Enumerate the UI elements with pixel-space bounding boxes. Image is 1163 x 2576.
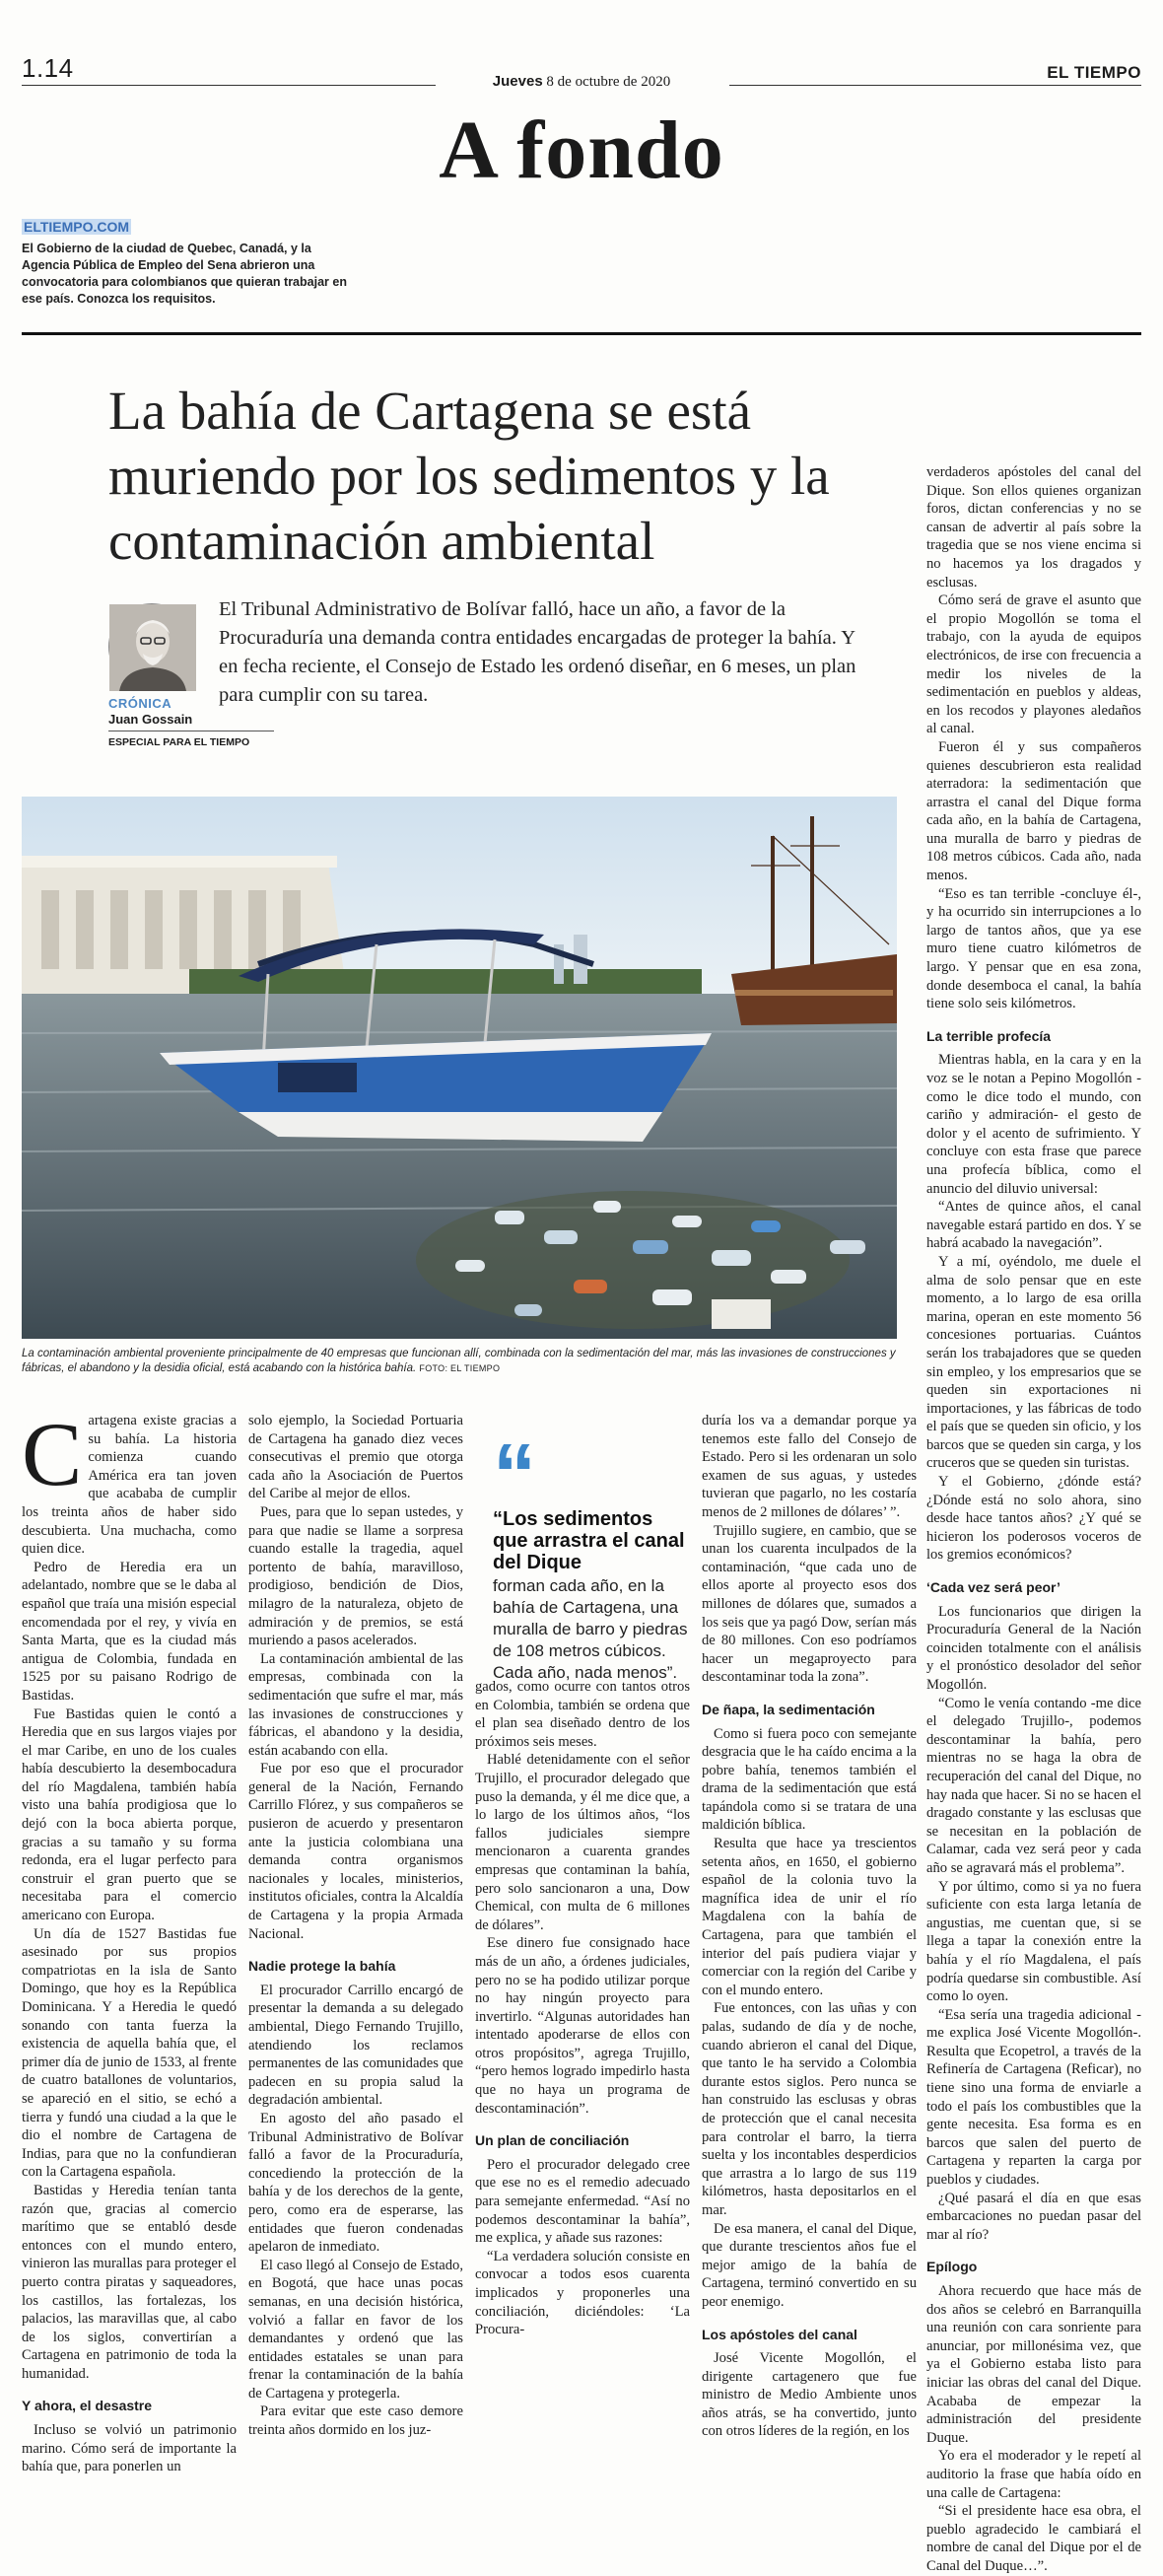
- paragraph: En agosto del año pasado el Tribunal Administrativo de Bolívar falló a favor de la Procuraduría, concediendo la protección de la bahía y de los derechos de la gente, pero, como era de esperarse, las entidades que fueron condenadas apelaron de inmediato.: [248, 2110, 463, 2256]
- paragraph: Pero el procurador delegado cree que ese no es el remedio adecuado para semejante enfermedad. “Así no podemos descontaminar la bahía”, me explica, y añade sus razones:: [475, 2156, 690, 2247]
- dropcap: C: [22, 1404, 83, 1504]
- date-day: Jueves: [492, 73, 543, 90]
- subhead: ‘Cada vez será peor’: [926, 1579, 1060, 1596]
- photo-caption: [22, 1347, 897, 1376]
- paragraph: De esa manera, el canal del Dique, que durante trescientos años fue el mejor amigo de la bahía de Cartagena, terminó convertido en su peor enemigo.: [702, 2220, 917, 2310]
- article-photo: [22, 797, 897, 1339]
- paragraph: “Como le venía contando -me dice el delegado Trujillo-, podemos descontaminar la bahía, pero mientras no se haga la obra de recuperación del canal del Dique, no hay nada que hacer. Si no se hacen el dragado constante y las esclusas que se necesitan en la población de Calamar, cada vez será peor y cada año se agravará más el problema”.: [926, 1695, 1141, 1876]
- paragraph: Resulta que hace ya trescientos setenta años, en 1650, el gobierno español de la colonia tuvo la magnífica idea de unir el río Magdalena con la bahía de Cartagena, para que también el interior del país pudiera viajar y comerciar con la región del Caribe y con el mundo entero.: [702, 1836, 917, 1998]
- pullquote-head: “Los sedimentos que arrastra el canal del Dique: [493, 1508, 685, 1573]
- article-lead: El Tribunal Administrativo de Bolívar falló, hace un año, a favor de la Procuraduría una demanda contra entidades encargadas de proteger la bahía. Y en fecha reciente, el Consejo de Estado les ordenó diseñar, en 6 meses, un plan para cumplir con su tarea.: [219, 598, 856, 706]
- promo-link[interactable]: ELTIEMPO.COM: [24, 219, 130, 235]
- paragraph: Pedro de Heredia era un adelantado, nombre que se le daba al español que traía una misión especial encomendada por el rey, y vivía en Santa Marta, que es la ciudad más antigua de Colombia, fundada en 1525 por su paisano Rodrigo de Bastidas.: [22, 1559, 237, 1704]
- pullquote: [493, 1426, 690, 1684]
- body-column-1: [22, 1404, 237, 2476]
- paragraph: gados, como ocurre con tantos otros en Colombia, también se ordena que el plan sea diseñado dentro de los próximos seis meses.: [475, 1679, 690, 1750]
- boat-bay-photo-icon: [22, 797, 897, 1339]
- paragraph: “Antes de quince años, el canal navegable estará partido en dos. Y se habrá acabado la navegación”.: [926, 1199, 1141, 1252]
- paragraph: Hablé detenidamente con el señor Trujillo, el procurador delegado que puso la demanda, y él me dice que, a lo largo de los últimos años, “los fallos judiciales siempre mencionaron a cuarenta grandes empresas que contaminan la bahía, pero solo sancionaron a una, Dow Chemical, con multa de 6 millones de dólares”.: [475, 1752, 690, 1933]
- quote-mark-icon: “: [493, 1426, 536, 1523]
- paragraph: solo ejemplo, la Sociedad Portuaria de Cartagena ha ganado diez veces consecutivas el premio que otorga cada año la Asociación de Puertos del Caribe al mejor de ellos.: [248, 1413, 463, 1502]
- paragraph: José Vicente Mogollón, el dirigente cartagenero que fue ministro de Medio Ambiente unos años atrás, se ha convertido, junto con otros líderes de la región, en los: [702, 2350, 917, 2440]
- subhead: La terrible profecía: [926, 1027, 1052, 1044]
- paragraph: Ese dinero fue consignado hace más de un año, a órdenes judiciales, pero no se ha podido utilizar porque no hay ningún proyecto para invertirlo. “Algunas autoridades han intentado apoderarse de ellos con otros propósitos”, agrega Trujillo, “pero hemos logrado impedirlo hasta que no haya un programa de descontaminación”.: [475, 1935, 690, 2117]
- paragraph: Trujillo sugiere, en cambio, que se unan los cuarenta inculpados de la contaminación, “que cada uno de ellos aporte al proyecto esos dos millones de dólares que, sumados a los seis que ya pagó Dow, serían más de 80 millones. Con eso podríamos hacer un megaproyecto para descontaminar toda la zona”.: [702, 1522, 917, 1686]
- body-column-2: [248, 1412, 463, 2440]
- paragraph: Cómo será de grave el asunto que el propio Mogollón se toma el trabajo, con la ayuda de equipos electrónicos, de irse con frecuencia a medir los niveles de la sedimentación en pueblos y aldeas, en los recodos y playones aledaños al canal.: [926, 592, 1141, 737]
- author-portrait-icon: [109, 604, 196, 691]
- subhead: Nadie protege la bahía: [248, 1958, 396, 1975]
- masthead: EL TIEMPO: [1047, 63, 1141, 82]
- paragraph: Y por último, como si ya no fuera suficiente con esta larga letanía de angustias, me cuentan que, si se llega a tapar la conexión entre la bahía y el río Magdalena, el país podría quedarse sin combustible. Así como lo oyen.: [926, 1878, 1141, 2005]
- body-column-5: [926, 463, 1141, 2576]
- paragraph: “Eso es tan terrible -concluye él-, y ha ocurrido sin interrupciones a lo largo de tantos años, que ya ese muro tiene cuatro kilómetros de largo. Y pensar que en esa zona, donde desemboca el canal, la bahía tiene solo seis kilómetros.: [926, 885, 1141, 1012]
- paragraph: Incluso se volvió un patrimonio marino. Cómo será de importante la bahía que, para ponerlen un: [22, 2422, 237, 2475]
- paragraph: Ahora recuerdo que hace más de dos años se celebró en Barranquilla una reunión con cara sonriente para anunciar, por millonésima vez, que ya el Gobierno estaba listo para iniciar las obras del canal del Dique. Acababa de empezar la administración del presidente Duque.: [926, 2283, 1141, 2446]
- paragraph: Fue Bastidas quien le contó a Heredia que en sus largos viajes por el mar Caribe, en uno de los cuales había descubierto la desembocadura del río Magdalena, también había visto una bahía prodigiosa que lo dejó con la boca abierta porque, gracias a su tamaño y su forma redonda, era el lugar perfecto para construir el gran puerto que se necesitaba para el comercio americano con Europa.: [22, 1706, 237, 1924]
- paragraph: Pues, para que lo sepan ustedes, y para que nadie se llame a sorpresa cuando estalle la tragedia, aquel portento de bahía, maravilloso, prodigioso, bendición de Dios, milagro de la naturaleza, objeto de admiración y de premios, se está muriendo a pasos acelerados.: [248, 1503, 463, 1649]
- subhead: De ñapa, la sedimentación: [702, 1701, 875, 1717]
- paragraph: Fue por eso que el procurador general de la Nación, Fernando Carrillo Flórez, y sus compañeros se pusieron de acuerdo y presentaron ante la justicia colombiana una demanda contra organismos nacionales y locales, ministerios, institutos oficiales, contra la Alcaldía de Cartagena y la propia Armada Nacional.: [248, 1761, 463, 1942]
- subhead: Epílogo: [926, 2259, 978, 2275]
- paragraph: duría los va a demandar porque ya tenemos este fallo del Consejo de Estado. Pero si les ordenaran un solo examen de sus aguas, y ustedes tuvieran que pagarlo, no les costaría menos de 2 millones de dólares’ ”.: [702, 1413, 917, 1520]
- author-avatar: [108, 603, 195, 690]
- paragraph: Yo era el moderador y le repetí al auditorio la frase que había oído en una calle de Cartagena:: [926, 2448, 1141, 2501]
- paragraph: Bastidas y Heredia tenían tanta razón que, gracias al comercio marítimo que se entabló desde entonces con el mundo entero, vinieron las murallas para proteger el puerto contra piratas y saqueadores, los castillos, las fortalezas, los palacios, las maravillas que, al cabo de los siglos, convertirían a Cartagena en patrimonio de toda la humanidad.: [22, 2182, 237, 2382]
- paragraph: Fueron él y sus compañeros quienes descubrieron esta realidad aterradora: la sedimentación que arrastra el canal del Dique forma cada año, en la bahía de Cartagena, una muralla de barro y piedras de 108 metros cúbicos. Cada año, nada menos.: [926, 738, 1141, 884]
- photo-credit: FOTO: EL TIEMPO: [419, 1363, 501, 1373]
- author-name: Juan Gossain: [108, 712, 193, 727]
- body-column-4: [702, 1412, 917, 2441]
- header-rule-left: [22, 85, 436, 86]
- paragraph: Para evitar que este caso demore treinta años dormido en los juz-: [248, 2403, 463, 2439]
- paragraph: La contaminación ambiental de las empresas, combinada con la sedimentación que sufre el mar, más las invasiones de construcciones y fábricas, el abandono y la desidia, están acabando con ella.: [248, 1650, 463, 1759]
- paragraph: Fue entonces, con las uñas y con palas, sudando de día y de noche, cuando abrieron el canal del Dique, que tanto le ha servido a Colombia durante estos siglos. Pero nunca se han construido las esclusas y obras de protección que el canal necesita para controlar el barro, la tierra suelta y los incontables desperdicios que arrastra a lo largo de sus 119 kilómetros, hasta depositarlos en el mar.: [702, 2000, 917, 2218]
- subhead: Un plan de conciliación: [475, 2132, 630, 2149]
- paragraph: Un día de 1527 Bastidas fue asesinado por sus propios compatriotas en la isla de Santo Domingo, que hoy es la República Dominicana. Y a Heredia le quedó sonando con tanta fuerza la existencia de aquella bahía que, el primer día de junio de 1533, al frente de cuatro batallones de voluntarios, se apareció en el sitio, se echó a tierra y fundó una ciudad a la que le dio el nombre de Cartagena de Indias, para que no la confundieran con la Cartagena española.: [22, 1925, 237, 2181]
- pullquote-body: forman cada año, en la bahía de Cartagena, una muralla de barro y piedras de 108 metros cúbicos. Cada año, nada menos”.: [493, 1576, 688, 1682]
- subhead: Los apóstoles del canal: [702, 2326, 857, 2342]
- section-divider: [22, 332, 1141, 335]
- photo-caption-text: La contaminación ambiental proveniente principalmente de 40 empresas que funcionan allí, combinada con la sedimentación del mar, más las invasiones de construcciones y fábricas, el abandono y la desidia oficial, está acabando con la histórica bahía.: [22, 1348, 896, 1374]
- paragraph: Y a mí, oyéndolo, me duele el alma de solo pensar que en este momento, a lo largo de esa orilla marina, operan en este momento 56 concesiones portuarias. Cuántos serán los trabajadores que se queden sin empleo, y los empresarios que se queden sin exportaciones ni importaciones, y las fábricas de todo el país que se queden sin oficio, y los barcos que se queden sin carga, y los cruceros que se queden sin turistas.: [926, 1253, 1141, 1472]
- paragraph: Los funcionarios que dirigen la Procuraduría General de la Nación coinciden totalmente con el análisis y el pronóstico desolador del señor Mogollón.: [926, 1603, 1141, 1693]
- paragraph: Mientras habla, en la cara y en la voz se le notan a Pepino Mogollón -como le dice todo el mundo, con cariño y admiración- el gesto de dolor y el acento de sufrimiento. Y concluye con esta frase que parece una profecía bíblica, como el anuncio del diluvio universal:: [926, 1052, 1141, 1197]
- paragraph: verdaderos apóstoles del canal del Dique. Son ellos quienes organizan foros, dictan conferencias y no se cansan de advertir al país sobre la tragedia que se nos viene encima si no hacemos ya los dragados y esclusas.: [926, 464, 1141, 591]
- header-rule-right: [729, 85, 1141, 86]
- paragraph: El procurador Carrillo encargó de presentar la demanda a su delegado ambiental, Diego Fernando Trujillo, atendiendo los reclamos permanentes de las comunidades que padecen en su propia salud la degradación ambiental.: [248, 1982, 463, 2109]
- paragraph: El caso llegó al Consejo de Estado, en Bogotá, que hace unas pocas semanas, en una decisión histórica, volvió a fallar en favor de los demandantes y ordenó que las entidades estatales se unan para frenar la contaminación de la bahía de Cartagena y protegerla.: [248, 2257, 463, 2402]
- paragraph: “Si el presidente hace esa obra, el pueblo agradecido le cambiará el nombre de canal del Dique por el de Canal del Duque…”.: [926, 2503, 1141, 2574]
- section-title: A fondo: [439, 104, 724, 196]
- paragraph: Y el Gobierno, ¿dónde está? ¿Dónde está no solo ahora, sino desde hace tantos años? ¿Y qué se hicieron los poderosos voceros de los gremios económicos?: [926, 1474, 1141, 1564]
- paragraph: “Esa sería una tragedia adicional -me explica José Vicente Mogollón-. Resulta que Ecopetrol, a través de la Refinería de Cartagena (Reficar), no tiene sino una forma de enviarle a todo el país los combustibles que la gente necesita. Esa forma es en barcos que salen del puerto de Cartagena y reparten la carga por pueblos y ciudades.: [926, 2006, 1141, 2189]
- date-rest: 8 de octubre de 2020: [546, 74, 671, 90]
- paragraph: “La verdadera solución consiste en convocar a todos esos cuarenta implicados y proponerles una conciliación, diciéndoles: ‘La Procura-: [475, 2248, 690, 2338]
- page-number: 1.14: [22, 53, 74, 83]
- promo-text: El Gobierno de la ciudad de Quebec, Canadá, y la Agencia Pública de Empleo del Sena abrieron una convocatoria para colombianos que quieran trabajar en ese país. Conozca los requisitos.: [22, 242, 347, 306]
- special-label: ESPECIAL PARA EL TIEMPO: [108, 736, 250, 748]
- article-headline: La bahía de Cartagena se está muriendo por los sedimentos y la contaminación ambiental: [108, 381, 830, 571]
- subhead: Y ahora, el desastre: [22, 2398, 153, 2414]
- section-label: CRÓNICA: [108, 696, 172, 711]
- paragraph: artagena existe gracias a su bahía. La historia comienza cuando América era tan joven que acababa de cumplir los treinta años de haber sido descubierta. Una muchacha, como quien dice.: [22, 1413, 237, 1558]
- paragraph: ¿Qué pasará el día en que esas embarcaciones no puedan pasar del mar al río?: [926, 2190, 1141, 2243]
- paragraph: Como si fuera poco con semejante desgracia que le ha caído encima a la pobre bahía, tenemos también el drama de la sedimentación que está tapándola como si se tratara de una maldición bíblica.: [702, 1725, 917, 1834]
- date-line: [434, 73, 729, 91]
- body-column-3: [475, 1678, 690, 2339]
